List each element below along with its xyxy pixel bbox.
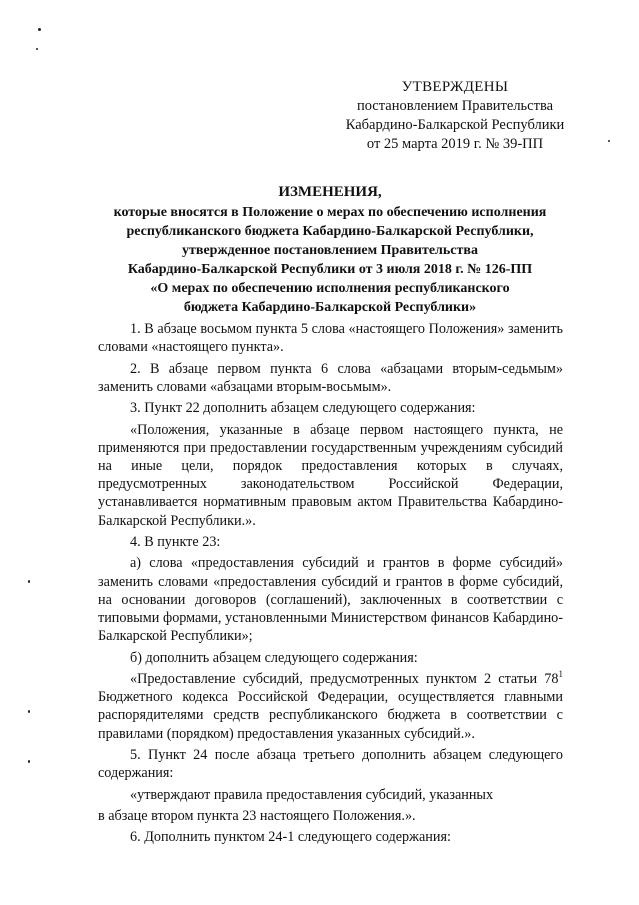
paragraph: в абзаце втором пункта 23 настоящего Положения.». [98, 807, 416, 824]
document-title: ИЗМЕНЕНИЯ, [278, 184, 382, 200]
scan-speck [28, 760, 30, 763]
scan-speck [38, 28, 41, 31]
scan-speck [28, 710, 30, 713]
heading-line: «О мерах по обеспечению исполнения республиканского [150, 281, 510, 296]
paragraph [98, 670, 563, 743]
paragraph: 2. В абзаце первом пункта 6 слова «абзацами вторым-седьмым» заменить словами «абзацами вторым-восьмым». [98, 360, 563, 395]
scan-speck [36, 48, 38, 50]
paragraph: б) дополнить абзацем следующего содержания: [130, 649, 418, 666]
paragraph: 6. Дополнить пунктом 24-1 следующего содержания: [130, 829, 451, 846]
approval-title: УТВЕРЖДЕНЫ [401, 79, 509, 95]
heading-line: утвержденное постановлением Правительства [182, 243, 478, 258]
paragraph: «утверждают правила предоставления субсидий, указанных [130, 786, 494, 803]
document-heading [70, 183, 590, 317]
approval-stamp [330, 78, 580, 154]
heading-line: Кабардино-Балкарской Республики от 3 июля 2018 г. № 126-ПП [127, 262, 533, 277]
approval-line: постановлением Правительства [356, 98, 554, 114]
paragraph: 1. В абзаце восьмом пункта 5 слова «настоящего Положения» заменить словами «настоящего пункта». [98, 321, 563, 356]
paragraph: «Положения, указанные в абзаце первом настоящего пункта, не применяются при предоставлении государственным учреждениям субсидий на иные цели, порядок предоставления которых в случаях, предусмотренных законодательством Российской Федерации, устанавливается нормативным правовым актом Правительства Кабардино-Балкарской Республики.». [98, 421, 563, 529]
heading-line: республиканского бюджета Кабардино-Балкарской Республики, [126, 224, 534, 239]
heading-line: которые вносятся в Положение о мерах по обеспечению исполнения [113, 205, 547, 220]
paragraph-text: «Предоставление субсидий, предусмотренных пунктом 2 статьи 78 [130, 670, 559, 687]
paragraph-text: Бюджетного кодекса Российской Федерации, осуществляется главными распорядителями средств республиканского бюджета в соответствии с правилами (порядком) предоставления указанных субсидий.». [98, 689, 563, 742]
document-body [98, 320, 563, 850]
scan-speck [28, 580, 30, 583]
paragraph: 4. В пункте 23: [130, 533, 221, 550]
scan-speck [608, 140, 610, 142]
superscript: 1 [558, 668, 563, 679]
paragraph: 5. Пункт 24 после абзаца третьего дополнить абзацем следующего содержания: [98, 746, 563, 782]
approval-line: Кабардино-Балкарской Республики [345, 117, 565, 133]
paragraph: 3. Пункт 22 дополнить абзацем следующего содержания: [130, 400, 476, 417]
approval-line: от 25 марта 2019 г. № 39-ПП [366, 136, 544, 152]
heading-line: бюджета Кабардино-Балкарской Республики» [183, 300, 477, 315]
paragraph: а) слова «предоставления субсидий и грантов в форме субсидий» заменить словами «предоставления субсидий и грантов в форме субсидий, на основании договоров (соглашений), заключенных в соответствии с типовыми формами, установленными Министерством финансов Кабардино-Балкарской Республики»; [98, 555, 563, 645]
